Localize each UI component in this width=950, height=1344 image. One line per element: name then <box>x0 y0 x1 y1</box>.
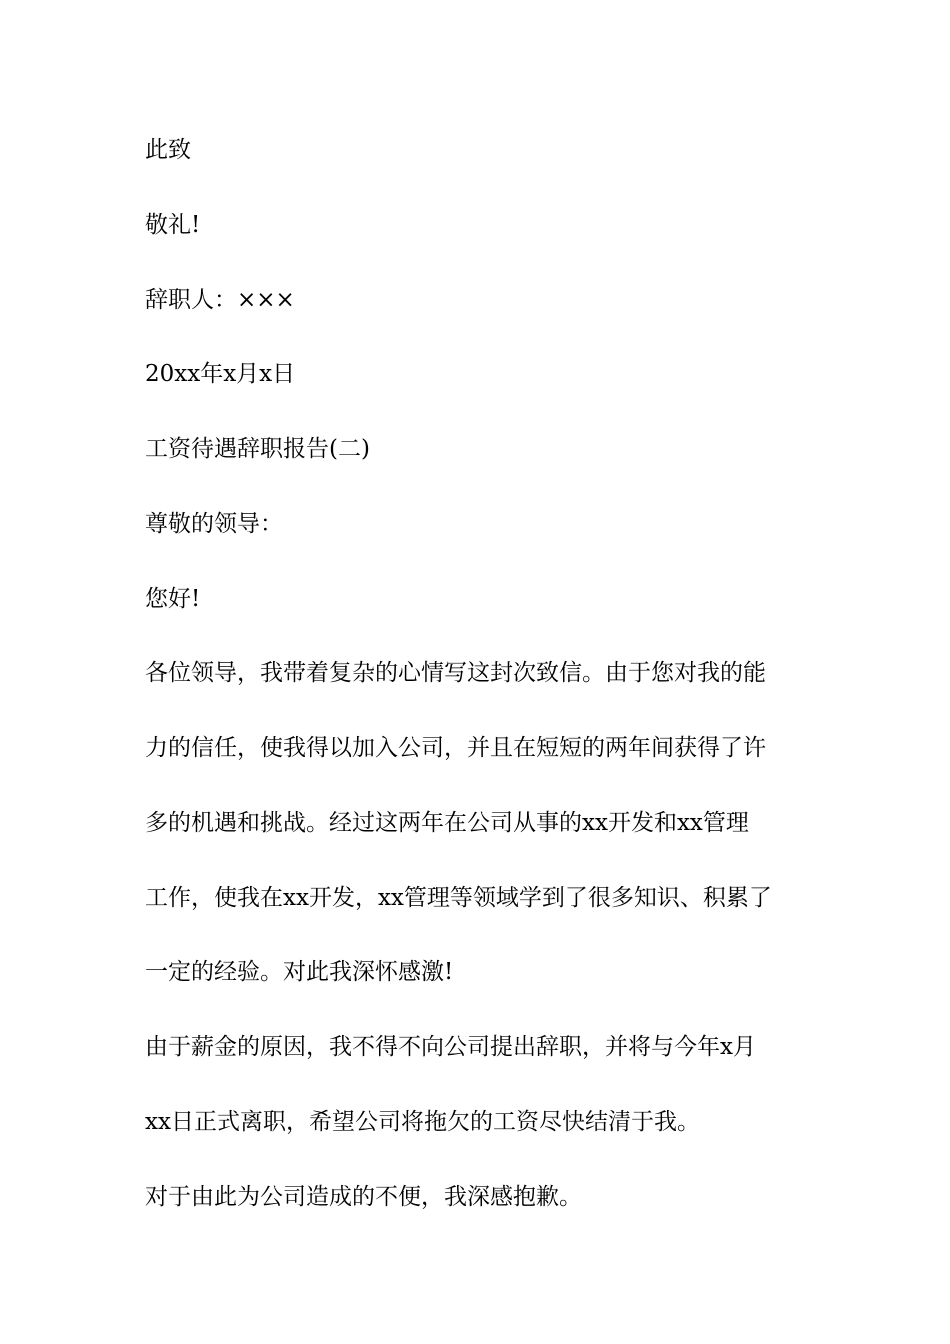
section-title: 工资待遇辞职报告(二) <box>145 436 370 462</box>
body-paragraph-line: 由于薪金的原因，我不得不向公司提出辞职，并将与今年x月 <box>145 1034 756 1060</box>
body-paragraph-line: 力的信任，使我得以加入公司，并且在短短的两年间获得了许 <box>145 735 766 761</box>
signature-line: 辞职人：××× <box>145 287 295 313</box>
date-line: 20xx年x月x日 <box>145 361 296 387</box>
body-paragraph-line: 多的机遇和挑战。经过这两年在公司从事的xx开发和xx管理 <box>145 810 749 836</box>
body-paragraph-line: 工作，使我在xx开发，xx管理等领域学到了很多知识、积累了 <box>145 885 772 911</box>
body-paragraph-line: 对于由此为公司造成的不便，我深感抱歉。 <box>145 1184 582 1210</box>
body-paragraph-line: xx日正式离职，希望公司将拖欠的工资尽快结清于我。 <box>145 1109 700 1135</box>
body-paragraph-line: 各位领导，我带着复杂的心情写这封次致信。由于您对我的能 <box>145 660 766 686</box>
salutation-regards: 敬礼! <box>145 212 201 238</box>
body-paragraph-line: 一定的经验。对此我深怀感激! <box>145 959 454 985</box>
greeting-hello: 您好! <box>145 586 201 612</box>
closing-line: 此致 <box>145 137 191 163</box>
greeting-addressee: 尊敬的领导： <box>145 511 283 537</box>
